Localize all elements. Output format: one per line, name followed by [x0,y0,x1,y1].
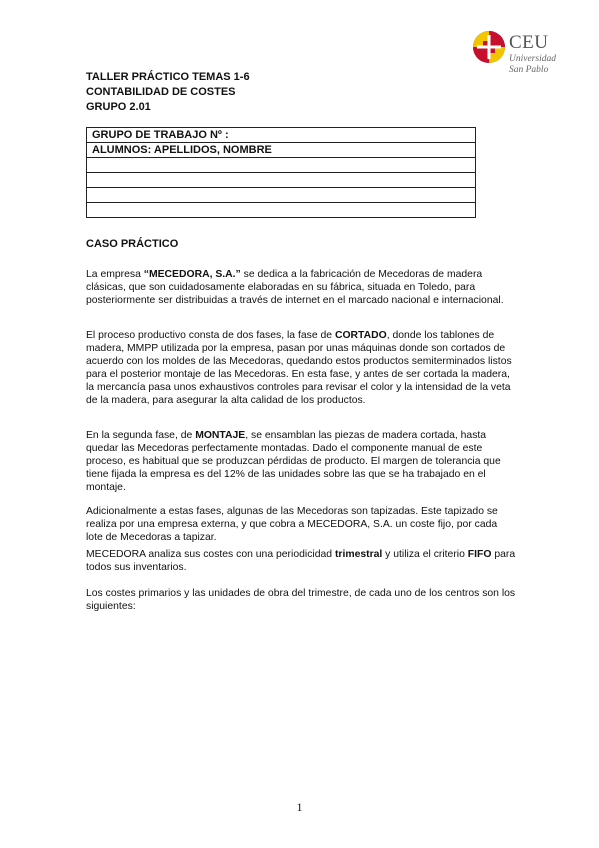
logo-name: CEU [509,32,549,53]
paragraph-3 [86,429,516,494]
header-subject: CONTABILIDAD DE COSTES [86,86,236,98]
section-title: CASO PRÁCTICO [86,238,179,250]
page-number: 1 [296,800,303,814]
phase-cortado: CORTADO [334,330,387,341]
document-header [86,70,250,115]
p1-text-start: La empresa [86,269,144,280]
ceu-logo [472,30,582,80]
group-table [86,127,476,218]
p5-text-end: para todos sus inventarios. [86,549,516,573]
p4-text: Adicionalmente a estas fases, algunas de las Mecedoras son tapizadas. Este tapizado se realiza por una empresa externa, y que cobra a MECEDORA, S.A. un coste fijo, por cada lote de Mecedoras a tapizar. [86,506,498,543]
p3-text-start: En la segunda fase, de [86,430,196,441]
p6-text: Los costes primarios y las unidades de obra del trimestre, de cada uno de los centros son los siguientes: [86,588,516,612]
p3-text-end: , se ensamblan las piezas de madera cortada, hasta quedar las Mecedoras perfectamente montadas. Dado el componente manual de este proceso, es habitual que se produzcan pérdidas de producto. El margen de tolerancia que tiene fijada la empresa es del 12% de las unidades sobre las que se ha trabajado en el montaje. [86,430,501,493]
paragraph-5 [86,548,516,574]
p2-text-start: El proceso productivo consta de dos fases, la fase de [86,330,335,341]
group-number-field[interactable]: GRUPO DE TRABAJO Nº : [87,128,476,143]
logo-subtitle [509,54,556,76]
paragraph-2 [86,329,516,407]
periodicity: trimestral [334,549,383,560]
header-title: TALLER PRÁCTICO TEMAS 1-6 [86,71,250,83]
p5-text-mid: y utiliza el criterio [382,549,468,560]
paragraph-4 [86,505,516,544]
table-row [87,143,476,158]
p1-text-end: se dedica a la fabricación de Mecedoras de madera clásicas, que son cuidadosamente elaboradas en su fábrica, situada en Toledo, para posteriormente ser distribuidas a través de internet en el marcado nacional e internacional. [86,269,504,306]
p2-text-end: , donde los tablones de madera, MMPP utilizada por la empresa, pasan por unas máquinas donde son cortados de acuerdo con los moldes de las Mecedoras, quedando estos productos semiterminados listos para el posterior montaje de las Mecedoras. En esta fase, y antes de ser cortada la madera, la mercancía pasa unos exhaustivos controles para revisar el color y la intensidad de la veta de la madera, para asegurar la alta calidad de los productos. [86,330,512,406]
student-entry-row[interactable] [87,173,476,188]
p5-text-start: MECEDORA analiza sus costes con una periodicidad [86,549,335,560]
header-group: GRUPO 2.01 [86,101,151,113]
criterion: FIFO [467,549,492,560]
logo-subtitle-line2: San Pablo [509,65,549,75]
student-entry-row[interactable] [87,203,476,218]
phase-montaje: MONTAJE [195,430,246,441]
paragraph-6 [86,587,516,613]
table-row [87,203,476,218]
student-entry-row[interactable] [87,188,476,203]
paragraph-1 [86,268,516,307]
student-entry-row[interactable] [87,158,476,173]
table-row [87,173,476,188]
logo-subtitle-line1: Universidad [509,54,556,64]
company-name: “MECEDORA, S.A.” [143,269,241,280]
table-row [87,188,476,203]
ceu-emblem-icon [472,30,506,64]
table-row [87,128,476,143]
students-field[interactable]: ALUMNOS: APELLIDOS, NOMBRE [87,143,476,158]
table-row [87,158,476,173]
